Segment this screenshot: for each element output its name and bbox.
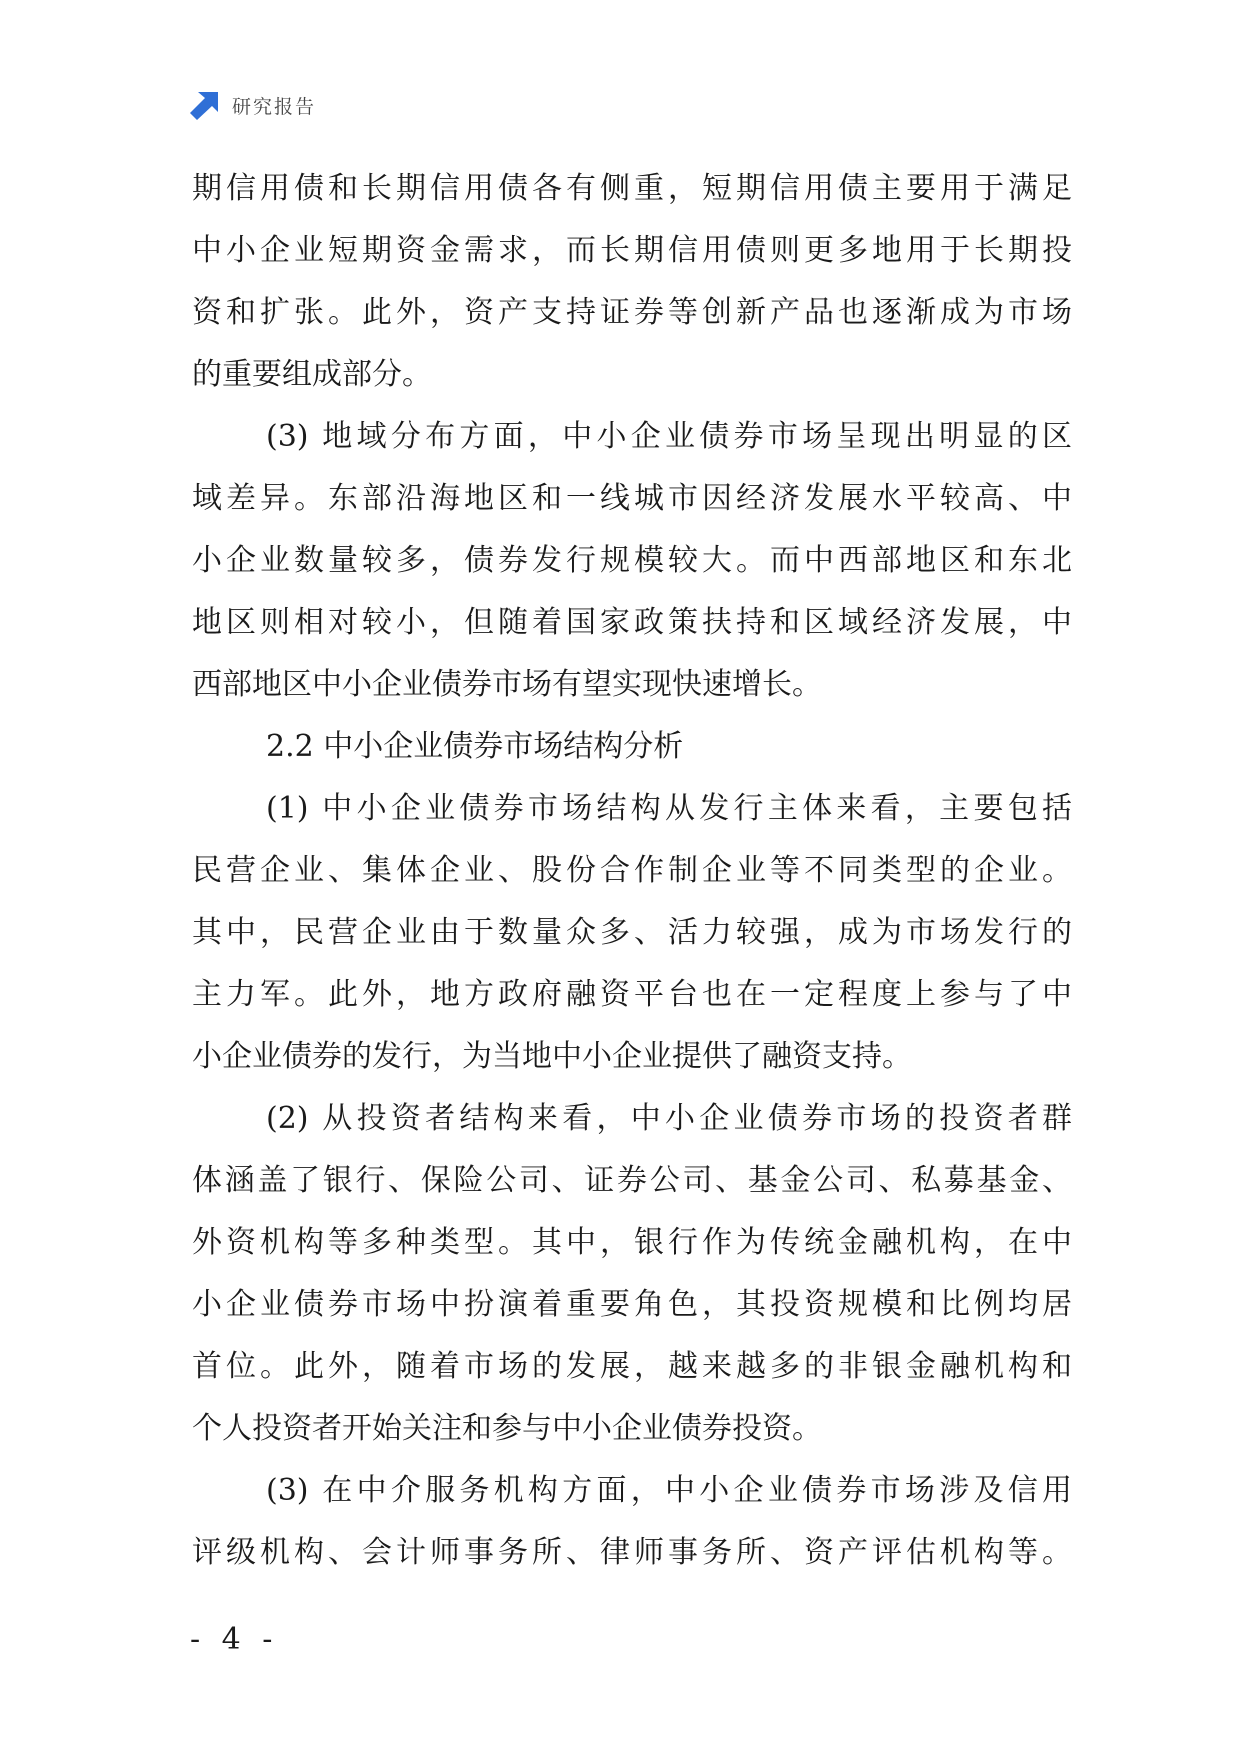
text-line: 2.2 中小企业债券市场结构分析 <box>266 729 684 764</box>
text-line: 首位。此外，随着市场的发展，越来越多的非银金融机构和 <box>192 1349 1072 1384</box>
text-line: 西部地区中小企业债券市场有望实现快速增长。 <box>192 667 822 702</box>
text-line: 域差异。东部沿海地区和一线城市因经济发展水平较高、中 <box>192 481 1072 516</box>
text-line: 的重要组成部分。 <box>192 357 432 392</box>
arrow-up-right-logo-icon <box>190 90 220 120</box>
header-title: 研究报告 <box>232 95 317 118</box>
page-number: - 4 - <box>190 1622 279 1657</box>
document-body <box>192 158 1072 1584</box>
text-line: (3) 在中介服务机构方面，中小企业债券市场涉及信用 <box>266 1473 1072 1508</box>
text-line: 小企业债券的发行，为当地中小企业提供了融资支持。 <box>192 1039 912 1074</box>
text-line: (1) 中小企业债券市场结构从发行主体来看，主要包括 <box>266 791 1072 826</box>
text-line: 评级机构、会计师事务所、律师事务所、资产评估机构等。 <box>192 1535 1072 1570</box>
text-line: 外资机构等多种类型。其中，银行作为传统金融机构，在中 <box>192 1225 1072 1260</box>
text-line: (2) 从投资者结构来看，中小企业债券市场的投资者群 <box>266 1101 1072 1136</box>
text-line: 其中，民营企业由于数量众多、活力较强，成为市场发行的 <box>192 915 1072 950</box>
text-line: 个人投资者开始关注和参与中小企业债券投资。 <box>192 1411 822 1446</box>
text-line: 期信用债和长期信用债各有侧重，短期信用债主要用于满足 <box>192 171 1072 206</box>
text-line: 地区则相对较小，但随着国家政策扶持和区域经济发展，中 <box>192 605 1072 640</box>
text-line: 民营企业、集体企业、股份合作制企业等不同类型的企业。 <box>192 853 1072 888</box>
text-line: (3) 地域分布方面，中小企业债券市场呈现出明显的区 <box>266 419 1072 454</box>
text-line: 小企业数量较多，债券发行规模较大。而中西部地区和东北 <box>192 543 1072 578</box>
text-line: 资和扩张。此外，资产支持证券等创新产品也逐渐成为市场 <box>192 295 1072 330</box>
text-line: 小企业债券市场中扮演着重要角色，其投资规模和比例均居 <box>192 1287 1072 1322</box>
text-line: 体涵盖了银行、保险公司、证券公司、基金公司、私募基金、 <box>192 1163 1072 1198</box>
text-line: 主力军。此外，地方政府融资平台也在一定程度上参与了中 <box>192 977 1072 1012</box>
text-line: 中小企业短期资金需求，而长期信用债则更多地用于长期投 <box>192 233 1072 268</box>
report-header <box>190 88 316 122</box>
